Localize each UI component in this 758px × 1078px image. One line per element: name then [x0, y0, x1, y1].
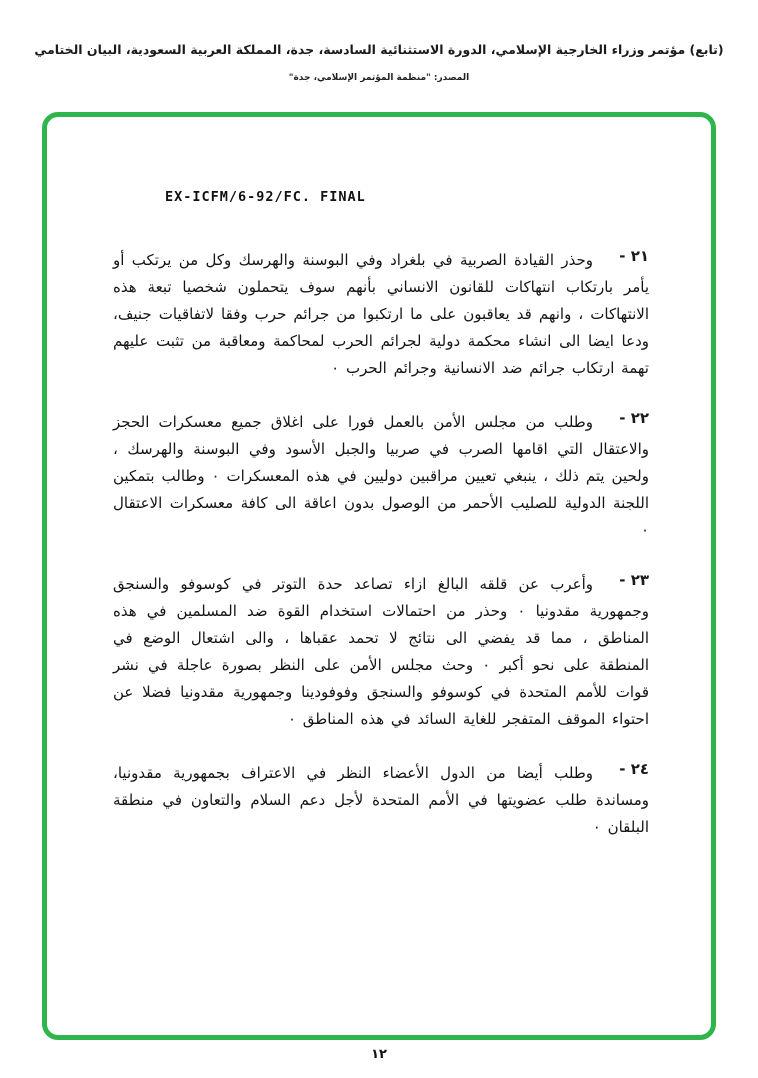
paragraph-number: ٢١ -	[619, 247, 649, 265]
paragraph-number: ٢٢ -	[619, 409, 649, 427]
paragraph-text: وأعرب عن قلقه البالغ ازاء تصاعد حدة التوتر في كوسوفو والسنجق وجمهورية مقدونيا ٠ وحذر من احتمالات استخدام القوة ضد المسلمين في هذه المناطق ، مما قد يفضي الى نتائج لا تحمد عقباها ، والى اشتعال الوضع في المنطقة على نحو أكبر ٠ وحث مجلس الأمن على النظر بصورة عاجلة في نشر قوات للأمم المتحدة في كوسوفو والسنجق وفوفودينا وجمهورية مقدونيا فضلا عن احتواء الموقف المتفجر للغاية السائد في هذه المناطق ٠	[113, 575, 649, 728]
document-reference: EX-ICFM/6-92/FC. FINAL	[165, 189, 366, 205]
paragraph	[113, 571, 649, 733]
paragraph-text: وطلب من مجلس الأمن بالعمل فورا على اغلاق جميع معسكرات الحجز والاعتقال التي اقامها الصرب في صربيا والجبل الأسود وفي البوسنة والهرسك ، ولحين يتم ذلك ، ينبغي تعيين مراقبين دوليين في هذه المعسكرات ٠ وطالب بتمكين اللجنة الدولية للصليب الأحمر من الوصول بدون اعاقة الى كافة معسكرات الاعتقال ٠	[113, 413, 649, 539]
paragraph-list	[113, 247, 649, 841]
paragraph	[113, 247, 649, 382]
paragraph-number: ٢٣ -	[619, 571, 649, 589]
paragraph-number: ٢٤ -	[619, 760, 649, 778]
paragraph-text: وحذر القيادة الصربية في بلغراد وفي البوسنة والهرسك وكل من يرتكب أو يأمر بارتكاب انتهاكات للقانون الانساني بأنهم سوف يتحملون شخصيا تبعة هذه الانتهاكات ، وانهم قد يعاقبون على ما ارتكبوا من جرائم حرب وفقا لاتفاقيات جنيف، ودعا ايضا الى انشاء محكمة دولية لجرائم الحرب لمحاكمة ومعاقبة من تثبت عليهم تهمة ارتكاب جرائم ضد الانسانية وجرائم الحرب ٠	[113, 251, 649, 377]
page-number: ١٢	[371, 1047, 387, 1062]
content-frame	[42, 112, 716, 1040]
paragraph	[113, 760, 649, 841]
header-title: (تابع) مؤتمر وزراء الخارجية الإسلامي، الدورة الاستثنائية السادسة، جدة، المملكة العربية السعودية، البيان الختامي	[34, 42, 724, 57]
paragraph	[113, 409, 649, 544]
header-source: المصدر: "منظمة المؤتمر الإسلامي، جدة"	[288, 73, 470, 83]
paragraph-text: وطلب أيضا من الدول الأعضاء النظر في الاعتراف بجمهورية مقدونيا، ومساندة طلب عضويتها في الأمم المتحدة لأجل دعم السلام والتعاون في منطقة البلقان ٠	[113, 764, 649, 836]
